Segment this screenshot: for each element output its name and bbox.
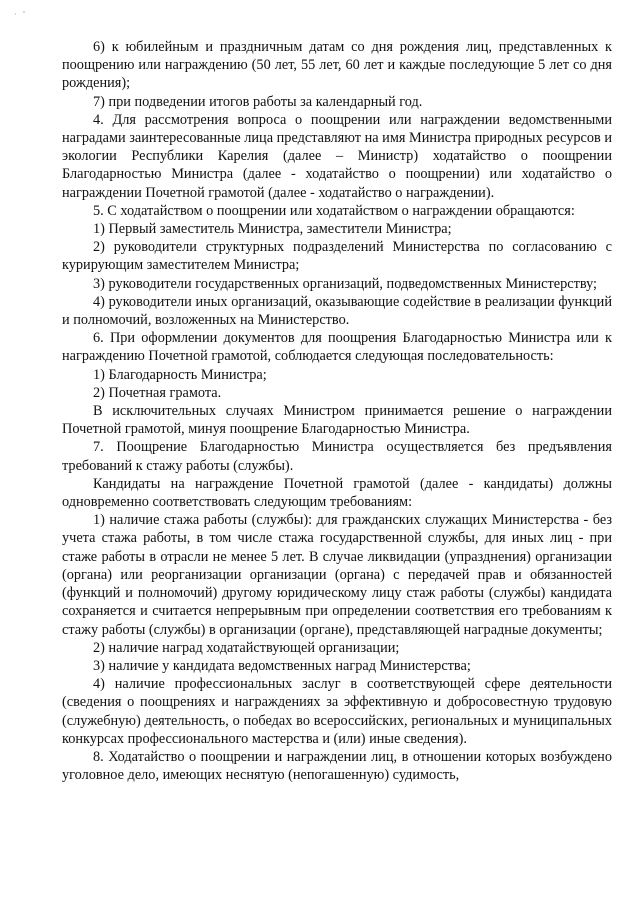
paragraph: 5. С ходатайством о поощрении или ходатайством о награждении обращаются: [93,202,575,219]
corner-mark: · ˇ [14,10,28,19]
paragraph: 2) наличие наград ходатайствующей организации; [93,639,400,656]
paragraph: 6) к юбилейным и праздничным датам со дня рождения лиц, представленных к поощрению или награждению (50 лет, 55 лет, 60 лет и каждые последующие 5 лет со дня рождения); [62,39,612,92]
paragraph: 1) наличие стажа работы (службы): для гражданских служащих Министерства - без учета стажа работы, в том числе стажа государственной службы, для иных лиц - при стаже работы в отрасли не менее 5 лет. В случае ликвидации (упразднения) организации (органа) или реорганизации организации (органа) с передачей прав и обязанностей (функций и полномочий) другому юридическому лицу стаж работы (службы) кандидата сохраняется и считается непрерывным при определении соответствия его требованиям к стажу работы (службы) в организации (органе), представляющей наградные документы; [62,512,612,638]
paragraph: 8. Ходатайство о поощрении и награждении лиц, в отношении которых возбуждено уголовное дело, имеющих неснятую (непогашенную) судимость, [62,748,612,784]
document-body [62,38,612,784]
paragraph: 2) Почетная грамота. [93,384,222,401]
paragraph: 3) руководители государственных организаций, подведомственных Министерству; [93,275,598,292]
paragraph: 1) Благодарность Министра; [93,366,267,383]
paragraph: 1) Первый заместитель Министра, заместители Министра; [93,221,452,238]
paragraph: 4. Для рассмотрения вопроса о поощрении или награждении ведомственными наградами заинтересованные лица представляют на имя Министра природных ресурсов и экологии Республики Карелия (далее – Министр) ходатайство о поощрении Благодарностью Министра (далее - ходатайство о поощрении) или ходатайство о награждении Почетной грамотой (далее - ходатайство о награждении). [62,111,612,201]
paragraph: Кандидаты на награждение Почетной грамотой (далее - кандидаты) должны одновременно соответствовать следующим требованиям: [62,475,612,511]
paragraph: 7) при подведении итогов работы за календарный год. [93,93,423,110]
paragraph: В исключительных случаях Министром принимается решение о награждении Почетной грамотой, минуя поощрение Благодарностью Министра. [62,403,612,438]
paragraph: 3) наличие у кандидата ведомственных наград Министерства; [93,657,471,674]
paragraph: 6. При оформлении документов для поощрения Благодарностью Министра или к награждению Почетной грамотой, соблюдается следующая последовательность: [62,330,612,365]
paragraph: 4) наличие профессиональных заслуг в соответствующей сфере деятельности (сведения о поощрениях и награждениях за эффективную и добросовестную трудовую (служебную) деятельность, о победах во всероссийских, региональных и муниципальных конкурсах профессионального мастерства и (или) иные сведения). [62,676,612,747]
paragraph: 7. Поощрение Благодарностью Министра осуществляется без предъявления требований к стажу работы (службы). [62,439,612,474]
paragraph: 4) руководители иных организаций, оказывающие содействие в реализации функций и полномочий, возложенных на Министерство. [62,293,612,329]
paragraph: 2) руководители структурных подразделений Министерства по согласованию с курирующим заместителем Министра; [62,239,612,274]
